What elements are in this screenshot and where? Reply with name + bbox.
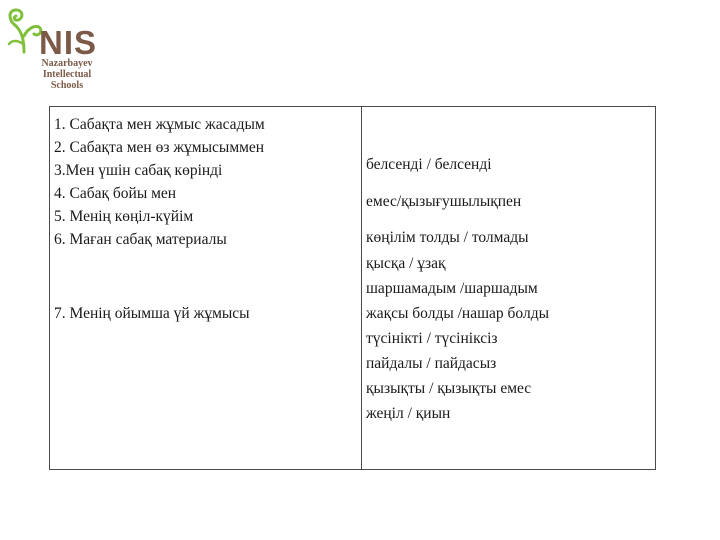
statement-item: 1. Сабақта мен жұмыс жасадым [54, 116, 265, 133]
nis-logo [4, 6, 114, 96]
statement-item: 3.Мен үшін сабақ көрінді [54, 162, 223, 179]
option-item: жеңіл / қиын [366, 405, 451, 422]
option-item: қызықты / қызықты емес [366, 380, 532, 397]
option-item: пайдалы / пайдасыз [366, 355, 497, 372]
logo-subtitle-line: Intellectual [42, 69, 92, 80]
statement-item: 4. Сабақ бойы мен [54, 185, 177, 202]
option-item: қысқа / ұзақ [366, 255, 446, 272]
nis-leaf-mark-icon [4, 6, 44, 56]
option-item: белсенді / белсенді [366, 156, 492, 173]
statements-column [50, 107, 362, 469]
option-item: жақсы болды /нашар болды [366, 305, 550, 322]
statement-item: 5. Менің көңіл-күйім [54, 208, 194, 225]
options-column [362, 107, 655, 469]
option-item: түсінікті / түсініксіз [366, 330, 498, 347]
logo-subtitle-line: Nazarbayev [41, 58, 93, 69]
option-item: көңілім толды / толмады [366, 229, 529, 246]
option-item: емес/қызығушылықпен [366, 193, 522, 210]
option-item: шаршамадым /шаршадым [366, 280, 538, 297]
logo-name: NIS [39, 24, 98, 61]
statement-item: 6. Маған сабақ материалы [54, 231, 227, 248]
reflection-table [49, 106, 656, 470]
statement-item: 7. Менің ойымша үй жұмысы [54, 305, 250, 322]
logo-subtitle [22, 58, 112, 91]
statement-item: 2. Сабақта мен өз жұмысыммен [54, 139, 265, 156]
logo-subtitle-line: Schools [50, 80, 84, 91]
